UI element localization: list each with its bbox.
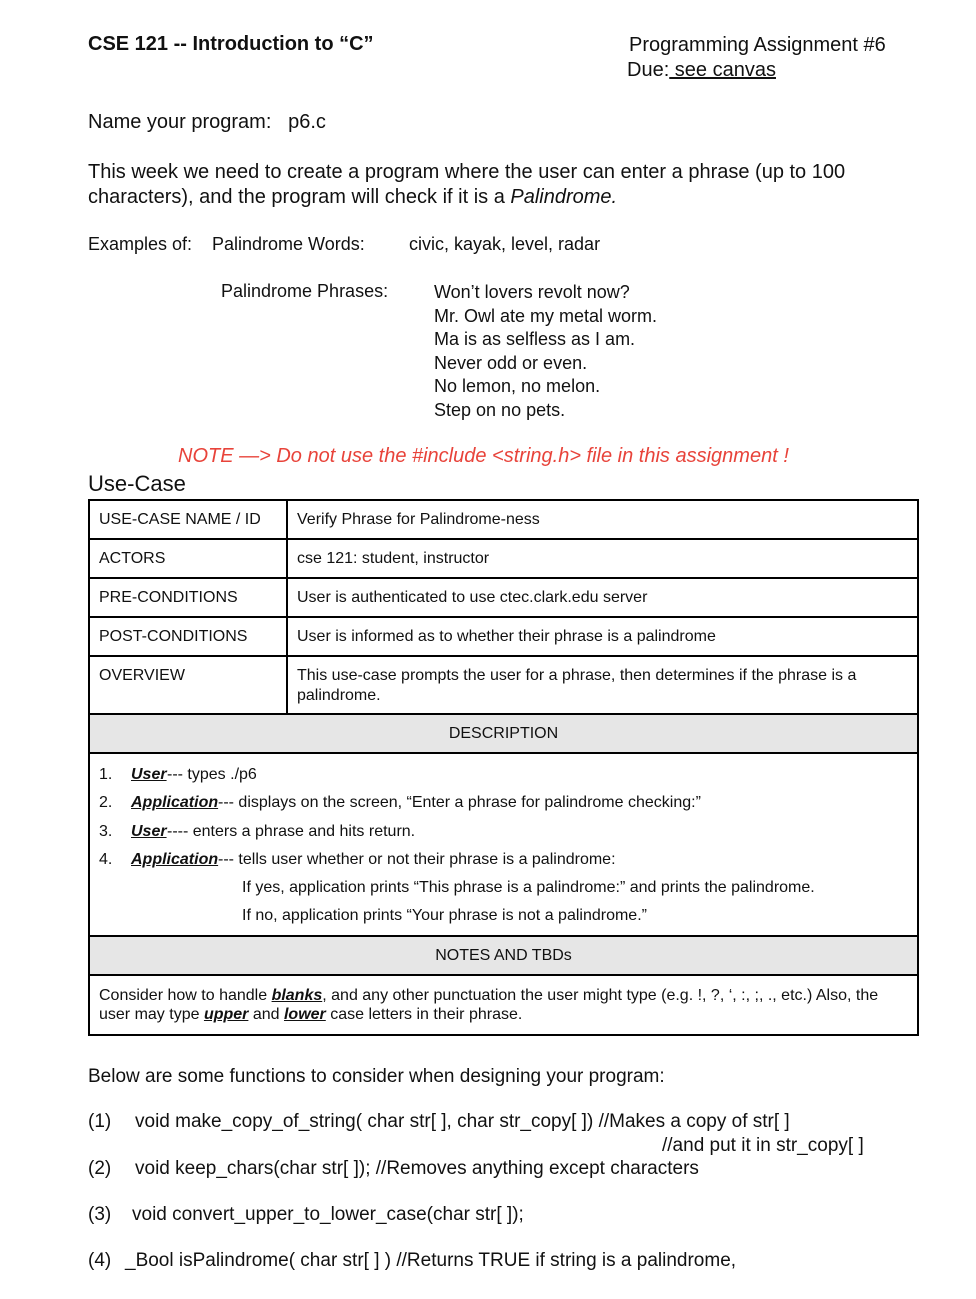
program-name-value: p6.c [288, 111, 326, 133]
row-key: PRE-CONDITIONS [89, 578, 287, 617]
function-signature: void keep_chars(char str[ ]); //Removes anything except characters [135, 1158, 699, 1179]
notes-row [89, 975, 918, 1035]
description-step [99, 849, 908, 877]
intro-emphasis: Palindrome. [510, 186, 618, 208]
description-step [99, 764, 908, 792]
notes-lower: lower [283, 1006, 326, 1023]
step-text: --- tells user whether or not their phrase is a palindrome: [218, 850, 616, 868]
program-name-line [88, 111, 326, 134]
row-key: OVERVIEW [89, 656, 287, 714]
table-row [89, 539, 918, 578]
due-label: Due: [627, 59, 670, 81]
phrase-item: No lemon, no melon. [434, 376, 601, 397]
description-header: DESCRIPTION [89, 714, 918, 753]
notes-text: and [248, 1006, 284, 1023]
row-key: ACTORS [89, 539, 287, 578]
table-row [89, 617, 918, 656]
function-signature: void convert_upper_to_lower_case(char str[ ]); [132, 1204, 524, 1225]
step-actor: User [131, 766, 167, 783]
notes-text: case letters in their phrase. [325, 1006, 523, 1023]
step-actor: Application [131, 794, 219, 812]
phrase-item: Won’t lovers revolt now? [434, 282, 630, 302]
function-signature: void make_copy_of_string( char str[ ], char str_copy[ ]) //Makes a copy of str[ ] [135, 1111, 790, 1132]
step-number: 3. [99, 822, 113, 840]
description-step [99, 792, 908, 820]
examples-label: Examples of: [88, 234, 193, 254]
intro-line-1: This week we need to create a program where the user can enter a phrase (up to 100 [88, 161, 846, 183]
functions-intro: Below are some functions to consider when designing your program: [88, 1066, 665, 1087]
step-sub-yes: If yes, application prints “This phrase is a palindrome:” and prints the palindrome. [242, 879, 815, 897]
function-signature: _Bool isPalindrome( char str[ ] ) //Returns TRUE if string is a palindrome, [125, 1250, 737, 1271]
function-number: (3) [88, 1204, 112, 1225]
use-case-table [88, 499, 919, 1036]
row-value: cse 121: student, instructor [287, 539, 918, 578]
table-row [89, 656, 918, 714]
notes-text: Consider how to handle [99, 987, 272, 1004]
use-case-heading: Use-Case [88, 471, 186, 496]
function-number: (4) [88, 1250, 112, 1271]
description-body [89, 753, 918, 936]
palindrome-words-value: civic, kayak, level, radar [409, 234, 601, 254]
palindrome-words-label: Palindrome Words: [212, 234, 365, 254]
description-header-row [89, 714, 918, 753]
notes-body [89, 975, 918, 1035]
phrase-item: Ma is as selfless as I am. [434, 329, 636, 350]
due-value: see canvas [669, 59, 776, 81]
row-key: USE-CASE NAME / ID [89, 500, 287, 539]
table-row [89, 500, 918, 539]
notes-upper: upper [203, 1006, 249, 1023]
notes-header: NOTES AND TBDs [89, 936, 918, 975]
notes-text: , and any other punctuation the user might type (e.g. !, ?, ‘, :, ;, ., etc.) Also, the user may type [99, 987, 879, 1023]
step-sub-no: If no, application prints “Your phrase is not a palindrome.” [242, 907, 647, 925]
function-comment-continuation: //and put it in str_copy[ ] [662, 1135, 864, 1156]
step-actor: User [131, 822, 167, 840]
function-number: (1) [88, 1111, 112, 1132]
palindrome-phrases-list [434, 281, 657, 423]
step-text: ---- enters a phrase and hits return. [167, 822, 416, 840]
intro-line-2 [88, 186, 617, 209]
description-step [99, 821, 908, 849]
intro-line-2-text: characters), and the program will check if it is a [88, 186, 511, 208]
row-value: This use-case prompts the user for a phrase, then determines if the phrase is a palindrome. [287, 656, 918, 714]
step-text: --- types ./p6 [167, 766, 257, 783]
row-value: User is authenticated to use ctec.clark.edu server [287, 578, 918, 617]
step-number: 2. [99, 794, 113, 812]
phrase-item: Step on no pets. [434, 399, 566, 420]
table-row [89, 578, 918, 617]
program-name-label: Name your program: [88, 111, 272, 133]
phrase-item: Never odd or even. [434, 352, 588, 373]
palindrome-phrases-label: Palindrome Phrases: [221, 281, 389, 301]
step-number: 1. [99, 766, 113, 783]
row-key: POST-CONDITIONS [89, 617, 287, 656]
phrase-item: Mr. Owl ate my metal worm. [434, 305, 658, 326]
step-actor: Application [131, 850, 219, 868]
due-line [627, 59, 776, 82]
step-text: --- displays on the screen, “Enter a phrase for palindrome checking:” [218, 794, 701, 812]
notes-header-row [89, 936, 918, 975]
row-value: User is informed as to whether their phrase is a palindrome [287, 617, 918, 656]
assignment-title: Programming Assignment #6 [629, 34, 886, 56]
description-row [89, 753, 918, 936]
course-title: CSE 121 -- Introduction to “C” [88, 33, 374, 55]
step-number: 4. [99, 850, 113, 868]
function-number: (2) [88, 1158, 112, 1179]
notes-blanks: blanks [271, 987, 323, 1004]
string-h-warning: NOTE —> Do not use the #include <string.h> file in this assignment ! [178, 445, 789, 467]
row-value: Verify Phrase for Palindrome-ness [287, 500, 918, 539]
